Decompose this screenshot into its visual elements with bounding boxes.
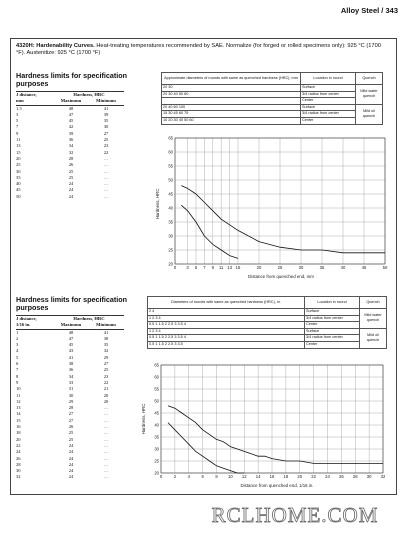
inch-y-axis-label: Hardness, HRC <box>141 403 146 435</box>
inch-min-cell: 25 <box>103 367 109 373</box>
inch-max-cell: 25 <box>68 430 74 436</box>
metric-hardenability-chart <box>151 132 391 282</box>
metric-x-tick-label: 0 <box>173 265 177 270</box>
inch-max-cell: 30 <box>68 392 74 398</box>
sub-header-unit: mm <box>16 98 54 105</box>
inch-jdist-cell: 15 <box>16 417 21 423</box>
metric-max-cell: 45 <box>68 118 74 124</box>
inch-x-tick-label: 8 <box>215 474 218 479</box>
inch-min-cell: ... <box>104 411 108 417</box>
inch-sub-header-max: Maximum <box>54 322 88 329</box>
metric-jdist-cell: 13 <box>16 143 21 149</box>
inch-x-tick-label: 2 <box>173 474 177 479</box>
metric-jdist-cell: 11 <box>16 137 21 143</box>
inch-max-cell: 48 <box>68 329 74 335</box>
inch-jdist-cell: 4 <box>16 348 19 354</box>
inch-jdist-cell: 14 <box>16 411 21 417</box>
inch-jdist-cell: 1 <box>16 329 19 335</box>
metric-min-cell: ... <box>104 193 108 199</box>
inch-jdist-cell: 26 <box>16 455 21 461</box>
inch-oil-loc3: Center <box>305 341 360 348</box>
inch-y-tick-label: 40 <box>154 422 159 428</box>
metric-y-axis-label: Hardness, HRC <box>155 188 160 220</box>
sub-header-max: Maximum <box>54 98 88 105</box>
inch-x-tick-label: 4 <box>187 474 190 479</box>
inch-oil-r3: 0.5 1 1.5 2 2.5 3 3.5 <box>148 341 305 348</box>
metric-min-cell: 30 <box>103 124 109 130</box>
metric-location-header: Location in round <box>301 73 356 85</box>
metric-jdist-cell: 40 <box>16 181 21 187</box>
inch-min-cell: 20 <box>103 392 109 398</box>
metric-min-cell: 27 <box>103 130 109 136</box>
inch-min-cell: ... <box>104 455 108 461</box>
metric-min-cell: 35 <box>103 118 109 124</box>
inch-x-tick-label: 30 <box>366 474 372 479</box>
metric-x-tick-label: 35 <box>319 265 325 270</box>
inch-min-cell: ... <box>104 436 108 442</box>
metric-table-body <box>16 105 124 200</box>
inch-max-cell: 24 <box>68 461 74 467</box>
metric-jdist-cell: 35 <box>16 174 21 180</box>
inch-sub-header-min: Minimum <box>88 322 124 329</box>
metric-limits-table <box>16 91 124 200</box>
inch-jdist-cell: 11 <box>16 392 21 398</box>
inch-limits-section <box>16 296 131 481</box>
inch-x-tick-label: 22 <box>311 474 316 479</box>
metric-water-loc3: Center <box>301 98 356 105</box>
inch-jdist-cell: 24 <box>16 449 21 455</box>
inch-col-header-hardness: Hardness, HRC <box>54 316 124 323</box>
metric-oil-loc2: 3/4 radius from center <box>301 111 356 118</box>
inch-quench-header: Quench <box>360 297 387 309</box>
inch-x-tick-label: 12 <box>241 474 247 479</box>
inch-jdist-cell: 22 <box>16 442 21 448</box>
inch-hardenability-chart <box>137 359 391 489</box>
metric-max-cell: 47 <box>68 111 74 117</box>
inch-min-cell: ... <box>104 430 108 436</box>
metric-y-tick-label: 30 <box>168 233 173 239</box>
inch-jdist-cell: 32 <box>16 474 21 480</box>
inch-row <box>16 474 124 480</box>
metric-x-axis-label: Distance from quenched end, mm <box>248 274 314 279</box>
inch-min-cell: 41 <box>103 329 109 335</box>
metric-min-cell: ... <box>104 174 108 180</box>
inch-min-cell: 22 <box>103 379 109 385</box>
metric-rounds-table <box>161 72 383 125</box>
inch-max-cell: 43 <box>68 348 74 354</box>
inch-x-axis-label: Distance from quenched end, 1/16 in. <box>240 483 314 488</box>
metric-max-cell: 39 <box>68 130 74 136</box>
sub-header-min: Minimum <box>88 98 124 105</box>
metric-row <box>16 194 124 200</box>
inch-min-cell: 23 <box>103 373 109 379</box>
metric-x-tick-label: 25 <box>277 265 283 270</box>
inch-min-cell: ... <box>104 417 108 423</box>
metric-y-tick-label: 20 <box>168 261 173 267</box>
metric-y-tick-label: 35 <box>168 219 173 225</box>
metric-oil-loc1: Surface <box>301 104 356 111</box>
inch-max-cell: 24 <box>68 449 74 455</box>
metric-oil-quench: Mild oil quench <box>356 104 383 124</box>
inch-col-header-jdist: J distance, <box>16 316 54 323</box>
inch-min-cell: ... <box>104 449 108 455</box>
inch-max-cell: 25 <box>68 436 74 442</box>
metric-y-tick-label: 55 <box>168 163 173 169</box>
inch-jdist-cell: 3 <box>16 342 19 348</box>
caption-text: Heat-treating temperatures recommended by SAE. Normalize (for forged or rolled specimens only): 925 °C (1700 °F). Austenitize: 925 °C (1700 °F) <box>16 43 381 56</box>
inch-y-tick-label: 35 <box>154 434 159 440</box>
metric-max-cell: 28 <box>68 155 74 161</box>
metric-y-tick-label: 25 <box>168 247 173 253</box>
metric-max-cell: 25 <box>68 168 74 174</box>
col-header-hardness: Hardness, HRC <box>54 92 124 99</box>
inch-jdist-cell: 5 <box>16 354 19 360</box>
metric-jdist-cell: 9 <box>16 130 19 136</box>
metric-quench-header: Quench <box>356 73 383 85</box>
inch-rounds-table <box>147 296 387 349</box>
metric-x-tick-label: 50 <box>382 265 388 270</box>
inch-x-tick-label: 28 <box>352 474 358 479</box>
inch-rounds-header: Diameters of rounds with same as quenched hardness (HRC), in. <box>148 297 305 309</box>
metric-jdist-cell: 15 <box>16 149 21 155</box>
inch-jdist-cell: 9 <box>16 379 19 385</box>
caption-title: Hardenability Curves. <box>36 43 95 49</box>
inch-max-cell: 29 <box>68 398 74 404</box>
inch-max-cell: 33 <box>68 379 74 385</box>
inch-y-tick-label: 30 <box>154 446 159 452</box>
inch-jdist-cell: 13 <box>16 405 21 411</box>
metric-max-cell: 24 <box>68 193 74 199</box>
inch-max-cell: 24 <box>68 468 74 474</box>
inch-max-cell: 38 <box>68 361 74 367</box>
inch-limits-table <box>16 315 124 481</box>
metric-y-tick-label: 40 <box>168 205 173 211</box>
inch-max-cell: 31 <box>68 386 74 392</box>
metric-x-tick-label: 30 <box>298 265 304 270</box>
metric-oil-r1: 20 40 60 100 <box>162 104 301 111</box>
metric-y-tick-label: 60 <box>168 149 173 155</box>
inch-x-tick-label: 24 <box>325 474 330 479</box>
metric-min-cell: 22 <box>103 149 109 155</box>
metric-water-r3 <box>162 98 301 105</box>
inch-max-cell: 24 <box>68 455 74 461</box>
metric-max-cell: 48 <box>68 105 74 111</box>
metric-max-cell: 36 <box>68 137 74 143</box>
inch-oil-loc2: 3/4 radius from center <box>305 335 360 342</box>
inch-min-cell: 21 <box>103 386 109 392</box>
inch-water-r3: 0.5 1 1.5 2 2.5 3 3.5 4 <box>148 322 305 329</box>
inch-jdist-cell: 2 <box>16 335 19 341</box>
inch-x-tick-label: 26 <box>339 474 344 479</box>
inch-oil-quench: Mild oil quench <box>360 328 387 348</box>
metric-x-tick-label: 45 <box>361 265 367 270</box>
inch-min-cell: ... <box>104 461 108 467</box>
inch-min-cell: 38 <box>103 335 109 341</box>
metric-max-cell: 24 <box>68 181 74 187</box>
metric-max-cell: 25 <box>68 174 74 180</box>
inch-min-cell: ... <box>104 468 108 474</box>
inch-y-tick-label: 65 <box>154 362 159 368</box>
inch-min-cell: ... <box>104 474 108 480</box>
metric-oil-r3: 10 20 30 40 50 60 <box>162 117 301 124</box>
steel-grade: 4320H: <box>16 43 35 49</box>
inch-y-tick-label: 60 <box>154 374 159 380</box>
inch-jdist-cell: 6 <box>16 361 19 367</box>
col-header-jdist: J distance, <box>16 92 54 99</box>
inch-max-cell: 45 <box>68 342 74 348</box>
metric-x-tick-label: 40 <box>340 265 346 270</box>
inch-min-cell: 32 <box>103 348 109 354</box>
inch-y-tick-label: 25 <box>154 458 159 464</box>
metric-rounds-header: Approximate diameters of rounds with same as quenched hardness (HRC), mm <box>162 73 301 85</box>
metric-min-cell: 39 <box>103 111 109 117</box>
inch-x-tick-label: 20 <box>297 474 303 479</box>
metric-row <box>16 105 124 112</box>
inch-max-cell: 24 <box>68 474 74 480</box>
metric-x-tick-label: 7 <box>203 265 206 270</box>
watermark: RCLHOME.COM <box>211 503 379 527</box>
metric-oil-loc3: Center <box>301 117 356 124</box>
inch-x-tick-label: 10 <box>228 474 233 479</box>
inch-min-cell: ... <box>104 442 108 448</box>
inch-x-tick-label: 18 <box>283 474 289 479</box>
inch-x-tick-label: 6 <box>201 474 204 479</box>
metric-jdist-cell: 50 <box>16 193 21 199</box>
inch-min-cell: 29 <box>103 354 109 360</box>
inch-x-tick-label: 0 <box>159 474 163 479</box>
inch-max-cell: 34 <box>68 373 74 379</box>
inch-jdist-cell: 28 <box>16 461 21 467</box>
metric-min-cell: ... <box>104 162 108 168</box>
inch-min-cell: 35 <box>103 342 109 348</box>
metric-max-cell: 32 <box>68 149 74 155</box>
metric-min-cell: ... <box>104 187 108 193</box>
inch-max-cell: 26 <box>68 424 74 430</box>
datasheet-box <box>10 38 397 495</box>
inch-min-cell: 20 <box>103 398 109 404</box>
inch-y-tick-label: 55 <box>154 386 159 392</box>
metric-jdist-cell: 1.5 <box>16 105 22 111</box>
metric-y-tick-label: 50 <box>168 177 173 183</box>
inch-max-cell: 27 <box>68 417 74 423</box>
caption <box>16 43 391 57</box>
inch-water-loc1: Surface <box>305 309 360 316</box>
metric-min-cell: ... <box>104 181 108 187</box>
metric-plot-area <box>168 136 388 271</box>
metric-x-tick-label: 9 <box>211 265 214 270</box>
metric-min-cell: ... <box>104 168 108 174</box>
metric-min-cell: 25 <box>103 137 109 143</box>
inch-y-tick-label: 45 <box>154 410 159 416</box>
metric-water-loc2: 3/4 radius from center <box>301 91 356 98</box>
inch-x-tick-label: 14 <box>255 474 261 479</box>
inch-row <box>16 329 124 336</box>
inch-water-r2: 1 2 3 4 <box>148 315 305 322</box>
metric-section-title: Hardness limits for specification purposes <box>16 71 128 88</box>
inch-section-title: Hardness limits for specification purposes <box>16 295 128 312</box>
metric-x-tick-label: 11 <box>219 265 224 270</box>
metric-water-quench: Mild water quench <box>356 85 383 105</box>
metric-max-hardness-curve <box>181 186 385 253</box>
page-header: Alloy Steel / 343 <box>340 6 398 15</box>
inch-oil-r1: 1 2 3 4 <box>148 328 305 335</box>
metric-max-cell: 42 <box>68 124 74 130</box>
metric-y-tick-label: 45 <box>168 191 173 197</box>
inch-max-cell: 47 <box>68 335 74 341</box>
inch-max-cell: 24 <box>68 442 74 448</box>
inch-x-tick-label: 32 <box>380 474 386 479</box>
inch-location-header: Location in round <box>305 297 360 309</box>
inch-jdist-cell: 16 <box>16 424 21 430</box>
inch-y-tick-label: 20 <box>154 470 159 476</box>
metric-y-tick-label: 65 <box>168 135 173 141</box>
metric-max-cell: 26 <box>68 162 74 168</box>
inch-y-tick-label: 50 <box>154 398 159 404</box>
metric-max-cell: 34 <box>68 143 74 149</box>
inch-water-r1: 2 4 <box>148 309 305 316</box>
inch-jdist-cell: 7 <box>16 367 19 373</box>
metric-x-tick-label: 13 <box>227 265 232 270</box>
metric-x-tick-label: 5 <box>194 265 198 270</box>
inch-oil-r2: 0.5 1 1.5 2 2.5 3 3.5 4 <box>148 335 305 342</box>
inch-jdist-cell: 30 <box>16 468 21 474</box>
metric-x-tick-label: 20 <box>256 265 262 270</box>
metric-oil-r2: 15 30 45 60 75 <box>162 111 301 118</box>
inch-min-cell: ... <box>104 405 108 411</box>
metric-jdist-cell: 5 <box>16 118 19 124</box>
inch-table-body <box>16 329 124 481</box>
inch-jdist-cell: 20 <box>16 436 21 442</box>
inch-jdist-cell: 12 <box>16 398 21 404</box>
inch-water-quench: Mild water quench <box>360 309 387 329</box>
inch-jdist-cell: 10 <box>16 386 21 392</box>
inch-oil-loc1: Surface <box>305 328 360 335</box>
metric-jdist-cell: 7 <box>16 124 19 130</box>
inch-jdist-cell: 18 <box>16 430 21 436</box>
inch-max-cell: 36 <box>68 367 74 373</box>
metric-water-r1: 20 30 <box>162 85 301 92</box>
inch-max-cell: 41 <box>68 354 74 360</box>
metric-water-r2: 20 30 40 50 60 <box>162 91 301 98</box>
metric-limits-section <box>16 72 131 200</box>
metric-max-cell: 24 <box>68 187 74 193</box>
metric-x-tick-label: 15 <box>235 265 241 270</box>
metric-jdist-cell: 30 <box>16 168 21 174</box>
inch-min-cell: ... <box>104 424 108 430</box>
inch-max-cell: 27 <box>68 411 74 417</box>
metric-jdist-cell: 3 <box>16 111 19 117</box>
inch-max-cell: 28 <box>68 405 74 411</box>
metric-water-loc1: Surface <box>301 85 356 92</box>
metric-min-cell: 23 <box>103 143 109 149</box>
inch-min-cell: 27 <box>103 361 109 367</box>
metric-min-cell: ... <box>104 155 108 161</box>
metric-min-cell: 41 <box>103 105 109 111</box>
inch-water-loc2: 3/4 radius from center <box>305 315 360 322</box>
metric-x-tick-label: 3 <box>186 265 189 270</box>
inch-jdist-cell: 8 <box>16 373 19 379</box>
inch-water-loc3: Center <box>305 322 360 329</box>
inch-plot-area <box>154 363 386 480</box>
metric-jdist-cell: 25 <box>16 162 21 168</box>
metric-jdist-cell: 20 <box>16 155 21 161</box>
metric-jdist-cell: 45 <box>16 187 21 193</box>
inch-sub-header-unit: 1/16 in. <box>16 322 54 329</box>
inch-x-tick-label: 16 <box>269 474 275 479</box>
